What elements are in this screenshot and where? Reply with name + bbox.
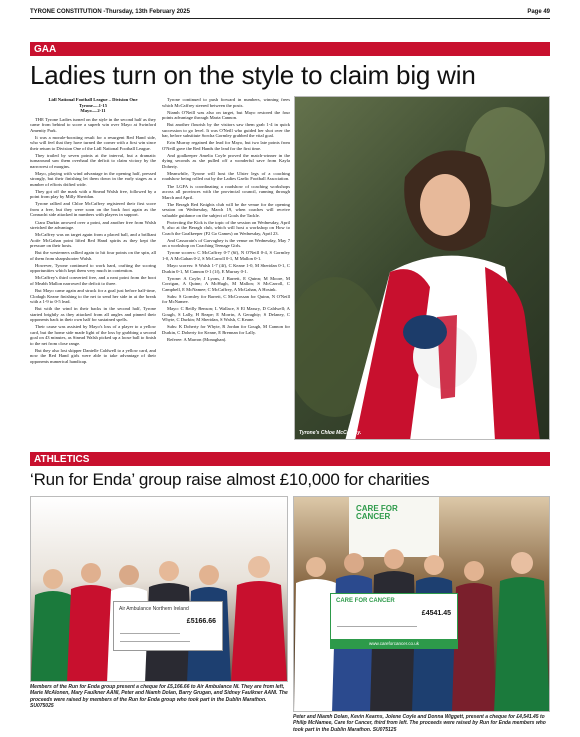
score-line-2: Mayo.....2-11 xyxy=(80,108,106,113)
banner-line-2: CANCER xyxy=(356,512,391,521)
publication-date: TYRONE CONSTITUTION -Thursday, 13th February 2025 xyxy=(30,9,190,15)
story1-column-1 xyxy=(30,97,156,447)
article-paragraph: Meanwhile, Tyrone will host the Ulster legs of a coaching roadshow being rolled out by the Ladies Gaelic Football Association. xyxy=(162,170,290,182)
article-paragraph: The LGFA is coordinating a roadshow of coaching workshops across all provinces with the provincial council, running through March and April. xyxy=(162,183,290,200)
article-paragraph: Tyrone scorers: C McCaffrey 0-7 (6f), N O'Neill 0-4, S Gormley 1-0, A McGahan 0-2, S McCarroll 0-1, M Mallon 0-1. xyxy=(162,250,290,261)
article-paragraph: Subs: S Gormley for Barrett, C McCrossan for Quinn, N O'Neill for McNamee. xyxy=(162,293,290,305)
article-paragraph: Tyrone: A Coyle; J Lyons, J Barrett, E Quinn; M Moore, M Corrigan, A Quinn; A McHugh, M Mallon; S McCarroll, C Campbell, E McNamee; C McCaffrey, A McGahan, A Hosink. xyxy=(162,275,290,292)
article-paragraph: THE Tyrone Ladies turned on the style in the second half as they came from behind to score a superb win over Mayo at Swinford Amenity Park. xyxy=(30,116,156,133)
cheque-amount: £4541.45 xyxy=(421,610,451,617)
caption-right: Peter and Niamh Dolan, Kevin Kearns, Jolene Coyle and Donna Wiggett, present a cheque for £4,541.45 to Philip McNamee, Care for Cancer, third from left. The proceeds were raised by Run for Enda members who took part in the Dublin Marathon. SU075125 xyxy=(293,714,546,733)
article-paragraph: But they also lost skipper Danielle Caldwell to a yellow card, and now the Red Hand girls were able to take advantage of their opponents numerical handicap. xyxy=(30,347,156,364)
section-athletics xyxy=(30,452,550,466)
banner-line-1: CARE FOR xyxy=(356,504,398,513)
cheque-amount: £5166.66 xyxy=(186,618,216,625)
article-paragraph: But the westerners rallied again to hit four points on the spin, all of them from sharpshooter Walsh. xyxy=(30,250,156,261)
article-paragraph: They got off the mark with a Sinead Walsh free, followed by a point from play by Milly Sheridan. xyxy=(30,188,156,200)
article-paragraph: They trailed by seven points at the interval, but a dramatic turnaround saw them overhaul the deficit to claim victory by the narrowest of margins. xyxy=(30,152,156,169)
player-photo xyxy=(294,96,550,440)
article-paragraph: Erin Murray regained the lead for Mayo, but two late points from O'Neill gave the Red Hands the lead for the first time. xyxy=(162,140,290,151)
article-paragraph: Mayo scorers: S Walsh 1-7 (4f), C Keane 1-0, M Sheridan 0-1, C Durkin 0-1, M Cannon 0-1 (1f), E Murray 0-1. xyxy=(162,263,290,274)
group-photo-left xyxy=(30,496,288,682)
article-paragraph: Tyrone continued to push forward in numbers, winning frees which McCaffrey steered between the posts. xyxy=(162,97,290,108)
cheque-org: CARE FOR CANCER xyxy=(336,598,395,604)
group-illustration-left xyxy=(31,497,288,682)
article-paragraph: Tyrone rallied and Chloe McCaffrey registered their first score from a free, but they were soon on the back foot again as the Connacht side attacked in numbers with players in support. xyxy=(30,201,156,218)
article-paragraph: Mayo, playing with wind advantage in the opening half, pressed strongly, but their finishing let them down in the early stages as a number of efforts drifted wide. xyxy=(30,170,156,187)
article-paragraph: Ciara Durkin arrowed over a point, and another free from Walsh stretched the advantage. xyxy=(30,219,156,231)
section-gaa xyxy=(30,42,550,56)
care-banner xyxy=(356,505,432,521)
article-paragraph: McCaffrey's third converted free, and a neat point from the boot of Meabh Mallon narrowed the deficit to three. xyxy=(30,275,156,286)
article-paragraph: McCaffrey was on target again from a placed ball, and a brilliant Aoife McGahan point lifted Red Hand spirits as they kept the pressure on their hosts. xyxy=(30,232,156,249)
article-paragraph: Niamh O'Neill was also on target, but Mayo restored the four points advantage through Maria Cannon. xyxy=(162,109,290,121)
article-paragraph: And Cassorain's of Garvaghey is the venue on Wednesday, May 7 on a workshop on Coaching Teenage Girls. xyxy=(162,237,290,249)
article-paragraph: And goalkeeper Amelia Coyle proved the match-winner in the dying seconds as she pulled off a wonderful save from Kayla Doherty. xyxy=(162,152,290,169)
article-paragraph: Mayo: C Reilly Benson; L Wallace, S El Massry, D Caldwell; A Gough, S Lally, H Reape; E Morrin, A Geraghty; S Delaney, C Whyte, C Durkin; M Sheridan, S Walsh, C Keane. xyxy=(162,306,290,323)
cheque-left xyxy=(113,601,223,651)
page-header xyxy=(30,6,550,19)
player-illustration xyxy=(295,97,550,440)
section-label: ATHLETICS xyxy=(34,453,90,465)
page-number: Page 49 xyxy=(527,9,550,15)
story1-headline: Ladies turn on the style to claim big win xyxy=(30,60,476,90)
article-paragraph: But Mayo came again and struck for a goal just before half-time, Clodagh Keane finishing to the net to send her side in at the break with a 1-9 to 0-5 lead. xyxy=(30,288,156,305)
caption-left: Members of the Run for Enda group present a cheque for £5,166.66 to Air Ambulance NI. They are from left, Marie McAlonen, Mary Faulkner AANI, Peter and Niamh Dolan, Barry Grugan, and Sidney Faulkner AANI. The proceeds were raised by members of the Run for Enda group who took part in the Dublin Marathon. SU075025 xyxy=(30,684,288,709)
cheque-web: www.careforcancer.co.uk xyxy=(331,639,457,648)
photo-caption: Tyrone's Chloe McCaffrey. xyxy=(299,430,362,436)
cheque-right xyxy=(330,593,458,649)
article-paragraph: It was a morale-boosting result for a resurgent Red Hand side, who will feel that they have turned the corner with a first win since their return to Division One of the Lidl National Football League. xyxy=(30,134,156,151)
article-paragraph: But another flourish by the visitors saw them grab 1-4 in quick succession to go level. It was O'Neill who guided her shot over the bar, before substitute Sorcha Gormley grabbed the vital goal. xyxy=(162,122,290,139)
story2-headline: ‘Run for Enda’ group raise almost £10,000 for charities xyxy=(30,470,430,489)
competition: Lidl National Football League – Division One xyxy=(48,97,138,102)
cheque-org: Air Ambulance Northern Ireland xyxy=(119,606,189,612)
article-paragraph: But with the wind in their backs in the second half, Tyrone started brightly as they attacked from all angles and pinned their opponents back in their own half for sustained spells. xyxy=(30,306,156,323)
article-paragraph: However, Tyrone continued to work hard, crafting the scoring opportunities which kept them very much in contention. xyxy=(30,262,156,274)
score-line-1: Tyrone.....1-15 xyxy=(78,102,108,108)
story1-column-2 xyxy=(162,97,290,447)
article-paragraph: Subs: K Doherty for Whyte, R Jordan for Gough, M Cannon for Durkin, C Doherty for Keane, E Brennan for Lally. xyxy=(162,324,290,335)
section-label: GAA xyxy=(34,43,57,55)
article-paragraph: Protecting the Kick is the topic of the session on Wednesday, April 9, also at the Beragh club, which will host a workshop on How to Coach the Goalkeeper (F2 Go Games) on Wednesday, April 23. xyxy=(162,219,290,236)
group-photo-right xyxy=(293,496,550,712)
article-paragraph: Their cause was assisted by Mayo's loss of a player to a yellow card, but the home side made light of the loss by grabbing a second goal on 43 minutes, as Sinead Walsh picked up a loose ball to finish to the net from close range. xyxy=(30,324,156,346)
article-paragraph: Referee: A Marron (Monaghan). xyxy=(167,337,227,342)
article-paragraph: The Beragh Red Knights club will be the venue for the opening session on Wednesday, March 19, when coaches will receive valuable guidance on the subject of Goals the Tackle. xyxy=(162,201,290,218)
